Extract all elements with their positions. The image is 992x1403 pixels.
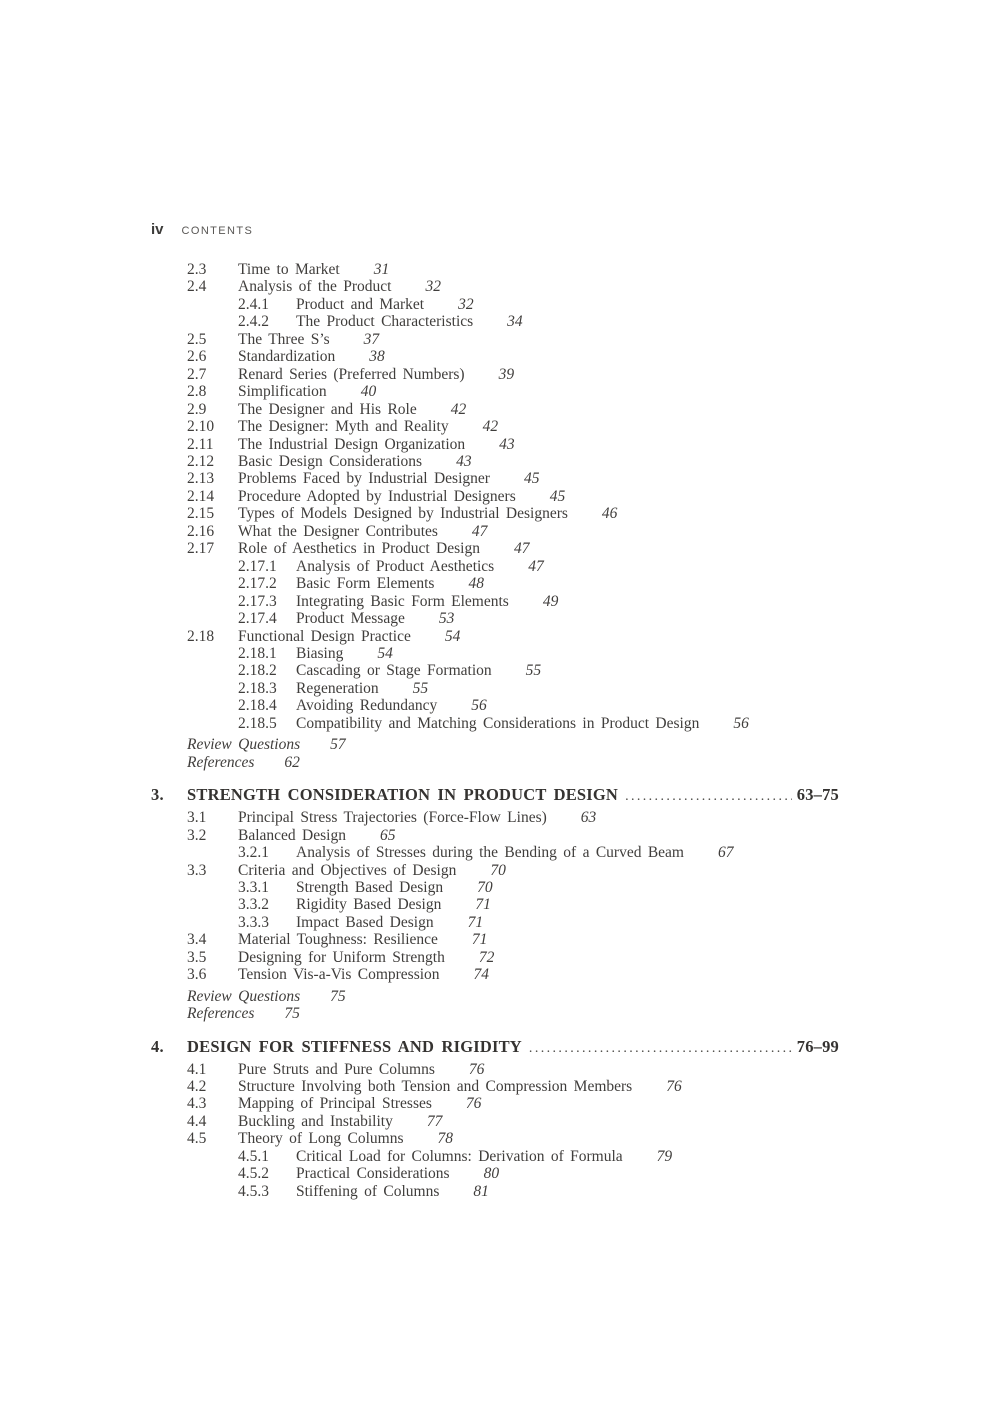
toc-entry-row — [151, 862, 839, 879]
entry-number: 2.10 — [187, 418, 215, 436]
entry-page: 75 — [284, 1005, 300, 1023]
toc-italic-row — [151, 1005, 839, 1022]
toc-entry-row — [151, 715, 839, 732]
entry-page: 70 — [477, 878, 493, 896]
entry-page: 46 — [601, 505, 618, 523]
entry-title: Critical Load for Columns: Derivation of Formula — [296, 1147, 623, 1165]
entry-title: Types of Models Designed by Industrial Designers — [238, 505, 568, 523]
entry-page: 32 — [458, 295, 474, 313]
chapter-title: DESIGN FOR STIFFNESS AND RIGIDITY — [187, 1036, 522, 1056]
toc-entry-row — [151, 278, 839, 295]
toc-entry-row — [151, 1165, 839, 1182]
entry-number: 2.4.2 — [238, 313, 269, 331]
entry-page: 56 — [471, 697, 487, 715]
entry-page: 47 — [513, 540, 530, 558]
entry-number: 2.5 — [187, 330, 207, 348]
chapter-number: 4. — [151, 1036, 164, 1056]
toc-entry-row — [151, 844, 839, 861]
entry-number: 2.13 — [187, 470, 215, 488]
entry-title: Rigidity Based Design — [296, 896, 442, 914]
toc-entry-row — [151, 470, 839, 487]
entry-page: 55 — [412, 679, 429, 697]
entry-page: 42 — [450, 400, 467, 418]
entry-number: 2.17.1 — [238, 557, 277, 575]
entry-number: 2.15 — [187, 505, 215, 523]
entry-title: The Three S’s — [238, 330, 330, 348]
toc-entry-row — [151, 558, 839, 575]
toc-italic-row — [151, 988, 839, 1005]
entry-page: 62 — [284, 753, 300, 771]
entry-title: References — [187, 753, 255, 771]
entry-page: 31 — [373, 261, 390, 278]
entry-page: 38 — [369, 348, 385, 366]
chapter-heading — [151, 785, 839, 807]
chapter-number: 3. — [151, 785, 164, 805]
chapter-page-range: 76–99 — [796, 1036, 839, 1056]
entry-title: References — [187, 1005, 255, 1023]
entry-page: 49 — [542, 592, 559, 610]
entry-page: 55 — [525, 662, 542, 680]
entry-number: 3.1 — [187, 809, 207, 827]
entry-page: 72 — [478, 948, 495, 966]
entry-number: 2.8 — [187, 383, 207, 401]
entry-page: 48 — [468, 575, 484, 593]
toc-entry-row — [151, 540, 839, 557]
entry-page: 76 — [468, 1060, 485, 1078]
entry-number: 4.2 — [187, 1078, 207, 1096]
entry-page: 57 — [330, 736, 346, 754]
entry-page: 81 — [473, 1182, 489, 1200]
entry-title: Principal Stress Trajectories (Force-Flow Lines) — [238, 809, 547, 827]
entry-page: 78 — [437, 1130, 453, 1148]
entry-title: Problems Faced by Industrial Designer — [238, 470, 490, 488]
toc-entry-row — [151, 809, 839, 826]
entry-title: Buckling and Instability — [238, 1112, 393, 1130]
entry-title: Analysis of the Product — [238, 278, 392, 296]
entry-title: Designing for Uniform Strength — [238, 948, 445, 966]
toc-entry-row — [151, 1183, 839, 1200]
entry-title: Avoiding Redundancy — [296, 697, 438, 715]
entry-number: 2.14 — [187, 487, 215, 505]
entry-title: The Product Characteristics — [296, 313, 474, 331]
entry-page: 75 — [330, 987, 346, 1005]
toc-entry-row — [151, 1061, 839, 1078]
entry-number: 2.4 — [187, 278, 207, 296]
entry-number: 2.18.5 — [238, 714, 277, 732]
entry-number: 2.17.3 — [238, 592, 277, 610]
entry-page: 43 — [499, 435, 515, 453]
entry-number: 2.17.4 — [238, 610, 277, 628]
entry-page: 70 — [490, 861, 506, 879]
entry-number: 2.16 — [187, 522, 215, 540]
entry-page: 53 — [438, 610, 455, 628]
entry-page: 67 — [717, 844, 734, 862]
entry-title: Analysis of Product Aesthetics — [296, 557, 495, 575]
toc-entry-row — [151, 879, 839, 896]
entry-number: 2.7 — [187, 365, 207, 383]
toc-entry-row — [151, 931, 839, 948]
entry-title: The Designer: Myth and Reality — [238, 418, 449, 436]
entry-page: 54 — [377, 644, 393, 662]
entry-title: Renard Series (Preferred Numbers) — [238, 365, 465, 383]
entry-title: Compatibility and Matching Considerations in Product Design — [296, 714, 700, 732]
entry-number: 2.6 — [187, 348, 207, 366]
toc-entry-row — [151, 966, 839, 983]
entry-page: 77 — [426, 1112, 443, 1130]
entry-number: 2.18 — [187, 627, 215, 645]
entry-title: Stiffening of Columns — [296, 1182, 440, 1200]
entry-page: 47 — [528, 557, 544, 575]
entry-page: 47 — [471, 522, 488, 540]
entry-title: Balanced Design — [238, 826, 346, 844]
entry-title: Impact Based Design — [296, 913, 434, 931]
entry-number: 3.3.2 — [238, 896, 269, 914]
entry-title: Product and Market — [296, 295, 425, 313]
toc-entry-row — [151, 331, 839, 348]
entry-page: 76 — [465, 1095, 482, 1113]
entry-page: 37 — [363, 330, 380, 348]
chapter-page-range: 63–75 — [796, 785, 839, 805]
toc-entry-row — [151, 296, 839, 313]
entry-number: 3.3.1 — [238, 878, 269, 896]
entry-page: 71 — [467, 913, 484, 931]
toc-entry-row — [151, 575, 839, 592]
entry-number: 2.11 — [187, 435, 214, 453]
running-header: CONTENTS — [181, 225, 254, 237]
toc-entry-row — [151, 505, 839, 522]
entry-page: 45 — [549, 487, 566, 505]
entry-title: Basic Form Elements — [296, 575, 435, 593]
entry-title: Role of Aesthetics in Product Design — [238, 540, 480, 558]
entry-title: Standardization — [238, 348, 336, 366]
entry-title: Review Questions — [187, 736, 301, 754]
entry-number: 4.5.2 — [238, 1165, 269, 1183]
entry-title: Mapping of Principal Stresses — [238, 1095, 432, 1113]
toc-entry-row — [151, 896, 839, 913]
toc-italic-row — [151, 736, 839, 753]
page-header — [151, 221, 253, 238]
toc-entry-row — [151, 914, 839, 931]
entry-page: 71 — [475, 896, 491, 914]
entry-page: 43 — [456, 452, 472, 470]
toc-entry-row — [151, 453, 839, 470]
entry-title: The Industrial Design Organization — [238, 435, 466, 453]
entry-number: 2.17.2 — [238, 575, 277, 593]
toc-entry-row — [151, 488, 839, 505]
toc-entry-row — [151, 680, 839, 697]
entry-page: 34 — [507, 313, 523, 331]
toc-entry-row — [151, 1095, 839, 1112]
entry-title: Practical Considerations — [296, 1165, 450, 1183]
entry-number: 3.2 — [187, 826, 207, 844]
toc-entry-row — [151, 348, 839, 365]
toc-entry-row — [151, 1130, 839, 1147]
dot-leader — [625, 787, 792, 807]
entry-title: Criteria and Objectives of Design — [238, 861, 457, 879]
toc-entry-row — [151, 261, 839, 278]
entry-number: 4.5.3 — [238, 1182, 269, 1200]
toc-entry-row — [151, 827, 839, 844]
entry-title: Simplification — [238, 383, 327, 401]
entry-title: Biasing — [296, 644, 344, 662]
entry-title: Theory of Long Columns — [238, 1130, 404, 1148]
toc-entry-row — [151, 418, 839, 435]
entry-page: 76 — [666, 1078, 682, 1096]
toc-italic-row — [151, 754, 839, 771]
entry-number: 4.4 — [187, 1112, 207, 1130]
toc-entry-row — [151, 628, 839, 645]
entry-title: Time to Market — [238, 261, 340, 278]
entry-number: 2.18.4 — [238, 697, 277, 715]
entry-page: 63 — [580, 809, 597, 827]
toc-entry-row — [151, 436, 839, 453]
toc-entry-row — [151, 610, 839, 627]
chapter-block — [151, 1037, 839, 1201]
entry-page: 32 — [425, 278, 441, 296]
entry-number: 3.2.1 — [238, 844, 269, 862]
dot-leader — [529, 1039, 792, 1059]
page-number: iv — [151, 221, 164, 238]
entry-number: 2.18.2 — [238, 662, 277, 680]
entry-title: Material Toughness: Resilience — [238, 931, 438, 949]
entry-page: 79 — [656, 1147, 673, 1165]
entry-number: 3.3 — [187, 861, 207, 879]
toc-entry-row — [151, 523, 839, 540]
chapter-block — [151, 785, 839, 1022]
entry-number: 2.18.1 — [238, 644, 277, 662]
toc-entry-row — [151, 593, 839, 610]
entry-title: Structure Involving both Tension and Compression Members — [238, 1078, 633, 1096]
entry-title: Product Message — [296, 610, 405, 628]
entry-title: Tension Vis-a-Vis Compression — [238, 966, 440, 984]
entry-number: 3.3.3 — [238, 913, 269, 931]
entry-title: Pure Struts and Pure Columns — [238, 1060, 435, 1078]
toc-entry-row — [151, 1148, 839, 1165]
toc-entry-row — [151, 366, 839, 383]
entry-title: Integrating Basic Form Elements — [296, 592, 509, 610]
entry-page: 71 — [471, 931, 488, 949]
entry-title: Review Questions — [187, 987, 301, 1005]
toc-entry-row — [151, 697, 839, 714]
entry-page: 40 — [360, 383, 377, 401]
entry-number: 3.5 — [187, 948, 207, 966]
entry-title: Analysis of Stresses during the Bending of a Curved Beam — [296, 844, 684, 862]
entry-number: 3.4 — [187, 931, 207, 949]
entry-page: 56 — [733, 714, 749, 732]
toc-entry-row — [151, 1078, 839, 1095]
entry-number: 4.3 — [187, 1095, 207, 1113]
entry-title: Cascading or Stage Formation — [296, 662, 492, 680]
entry-page: 45 — [523, 470, 540, 488]
toc — [151, 261, 839, 1200]
entry-number: 4.5.1 — [238, 1147, 269, 1165]
toc-entry-row — [151, 949, 839, 966]
entry-number: 2.9 — [187, 400, 207, 418]
entry-page: 54 — [444, 627, 461, 645]
toc-entry-row — [151, 1113, 839, 1130]
entry-page: 65 — [379, 826, 396, 844]
toc-entry-row — [151, 645, 839, 662]
toc-entry-row — [151, 662, 839, 679]
entry-title: Strength Based Design — [296, 878, 444, 896]
entry-title: What the Designer Contributes — [238, 522, 438, 540]
toc-entry-row — [151, 401, 839, 418]
entry-number: 2.12 — [187, 452, 215, 470]
entry-page: 39 — [498, 365, 515, 383]
entry-number: 2.4.1 — [238, 295, 269, 313]
entry-page: 42 — [482, 418, 499, 436]
entry-title: Functional Design Practice — [238, 627, 411, 645]
entry-title: Procedure Adopted by Industrial Designers — [238, 487, 516, 505]
entry-number: 3.6 — [187, 966, 207, 984]
entry-title: Regeneration — [296, 679, 379, 697]
entry-number: 2.3 — [187, 261, 207, 278]
entry-number: 4.5 — [187, 1130, 207, 1148]
toc-entry-row — [151, 313, 839, 330]
toc-entry-row — [151, 383, 839, 400]
entry-title: Basic Design Considerations — [238, 452, 423, 470]
entry-number: 4.1 — [187, 1060, 207, 1078]
entry-number: 2.18.3 — [238, 679, 277, 697]
entry-title: The Designer and His Role — [238, 400, 417, 418]
entry-page: 80 — [483, 1165, 500, 1183]
entry-page: 74 — [473, 966, 490, 984]
chapter-title: STRENGTH CONSIDERATION IN PRODUCT DESIGN — [187, 785, 619, 805]
toc-continuation-block — [151, 261, 839, 771]
chapter-heading — [151, 1037, 839, 1059]
entry-number: 2.17 — [187, 540, 215, 558]
